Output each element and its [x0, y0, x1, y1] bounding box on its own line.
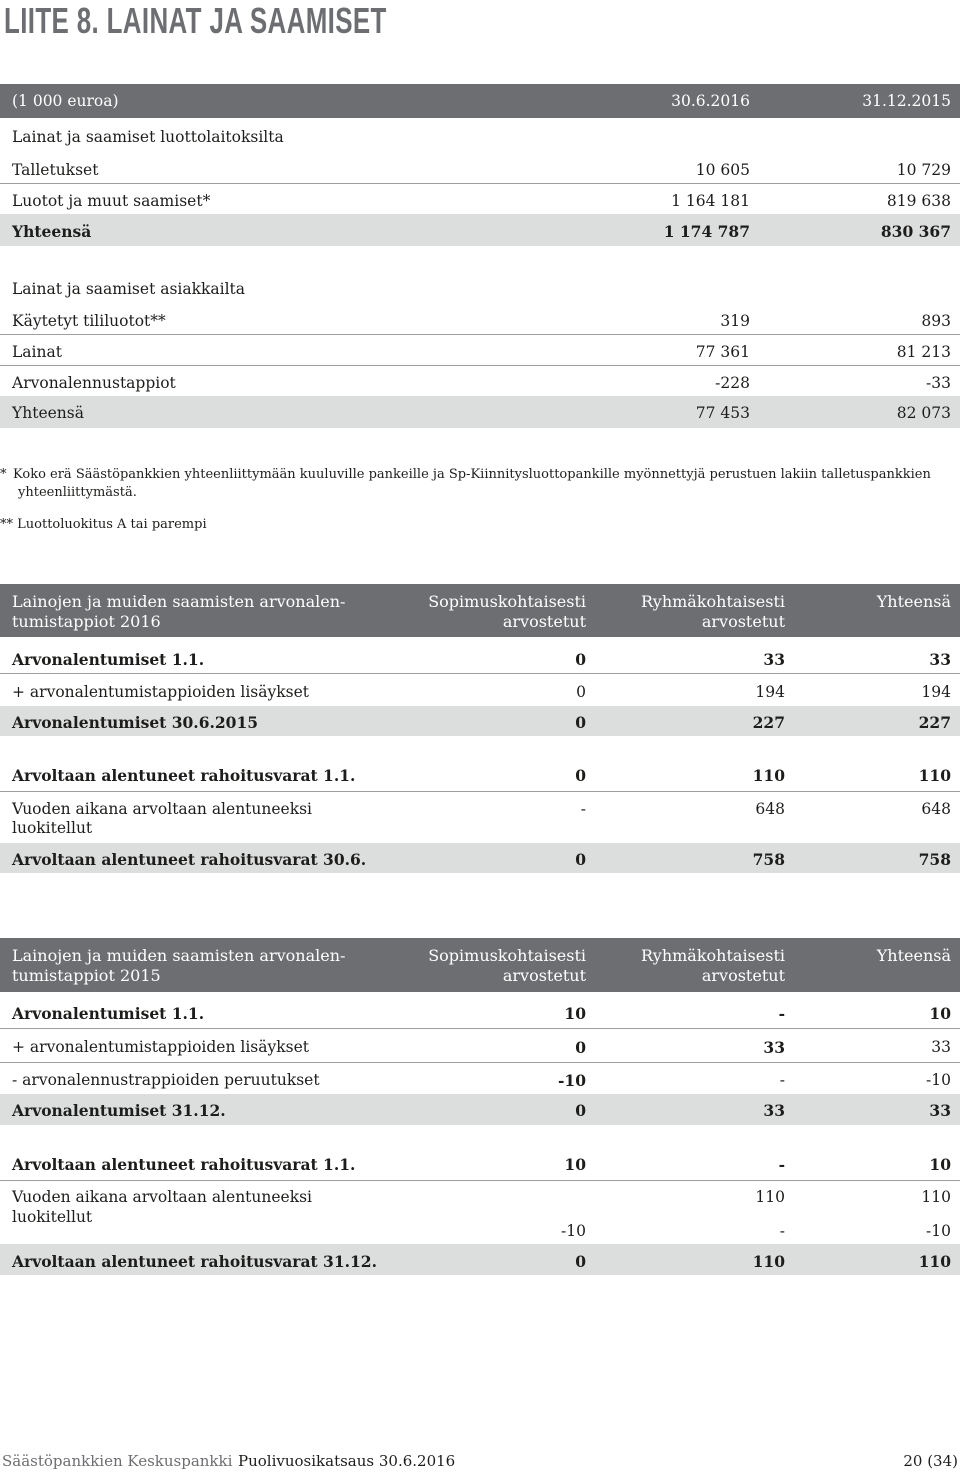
table-row: Käytetyt tililuotot** 319 893	[0, 304, 960, 335]
total-row: Arvonalentumiset 30.6.2015 0 227 227	[0, 706, 960, 736]
footer-org: Säästöpankkien Keskuspankki	[2, 1452, 233, 1470]
table-row: Vuoden aikana arvoltaan alentuneeksi luokitellut 110 110 -10 - -10	[12, 1188, 951, 1240]
header-col-2016: 30.6.2016	[671, 92, 750, 110]
footer-report: Puolivuosikatsaus 30.6.2016	[238, 1452, 456, 1470]
total-row: Yhteensä 1 174 787 830 367	[0, 214, 960, 246]
table-header	[0, 84, 960, 118]
total-row: Arvoltaan alentuneet rahoitusvarat 31.12. 0 110 110	[0, 1244, 960, 1275]
table-row: Arvonalennustappiot -228 -33	[12, 374, 951, 392]
section-title: Lainat ja saamiset luottolaitoksilta	[12, 128, 284, 146]
table-row: Arvoltaan alentuneet rahoitusvarat 1.1. 10 - 10	[0, 1146, 960, 1181]
table-row: + arvonalentumistappioiden lisäykset 0 194 194	[12, 683, 951, 701]
section-title: Lainat ja saamiset asiakkailta	[12, 280, 246, 298]
table-row: Lainat 77 361 81 213	[0, 335, 960, 366]
header-label: (1 000 euroa)	[12, 92, 119, 110]
table-row: - arvonalennustrappioiden peruutukset -10 - -10	[12, 1071, 951, 1090]
table-row: Talletukset 10 605 10 729	[0, 152, 960, 184]
total-row: Arvoltaan alentuneet rahoitusvarat 30.6. 0 758 758	[0, 843, 960, 873]
total-row: Yhteensä 77 453 82 073	[0, 396, 960, 428]
page-number: 20 (34)	[903, 1452, 958, 1470]
table-row: Luotot ja muut saamiset* 1 164 181 819 638	[12, 192, 951, 210]
table-header: Lainojen ja muiden saamisten arvonalen- tumistappiot 2015 Sopimuskohtaisesti arvostetut Ryhmäkohtaisesti arvostetut Yhteensä	[0, 938, 960, 992]
table-row: + arvonalentumistappioiden lisäykset 0 33 33	[0, 1029, 960, 1063]
page-title: LIITE 8. LAINAT JA SAAMISET	[4, 0, 387, 41]
total-row: Arvonalentumiset 31.12. 0 33 33	[0, 1094, 960, 1125]
header-col-2015: 31.12.2015	[862, 92, 951, 110]
table-row: Arvoltaan alentuneet rahoitusvarat 1.1. 0 110 110	[0, 756, 960, 792]
table-row: Arvonalentumiset 1.1. 10 - 10	[0, 993, 960, 1029]
table-row: Vuoden aikana arvoltaan alentuneeksi luokitellut - 648 648	[12, 800, 951, 837]
table-row: Arvonalentumiset 1.1. 0 33 33	[0, 638, 960, 674]
table-header: Lainojen ja muiden saamisten arvonalen- tumistappiot 2016 Sopimuskohtaisesti arvostetut Ryhmäkohtaisesti arvostetut Yhteensä	[0, 584, 960, 637]
